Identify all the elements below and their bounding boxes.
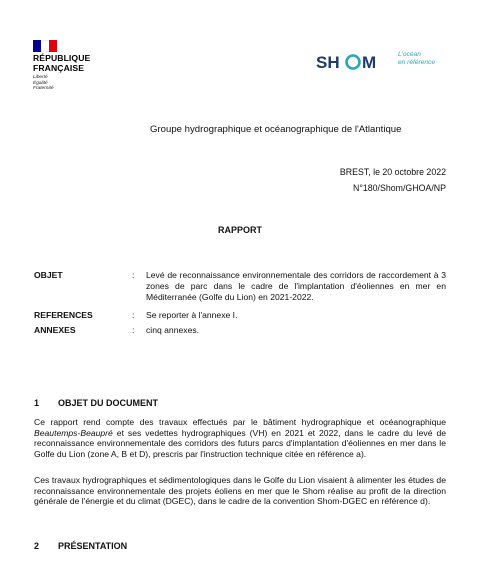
- meta-row-references: [34, 310, 446, 321]
- motto: Liberté Égalité Fraternité: [33, 75, 54, 92]
- meta-value: Levé de reconnaissance environnementale des corridors de raccordement à 3 zones de parc dans le cadre de l'implantation d'éoliennes en mer en Méditerranée (Golfe du Lion) en 2021-2022.: [146, 270, 446, 302]
- meta-colon: :: [132, 270, 135, 280]
- svg-text:SH: SH: [316, 53, 340, 72]
- shom-logo-icon: [316, 48, 466, 78]
- paragraph-2: Ces travaux hydrographiques et sédimentologiques dans le Golfe du Lion visaient à alimenter les études de reconnaissance environnementale des projets éoliens en mer que le Shom réalise au profit de la direction générale de l'énergie et du climat (DGEC), dans le cadre de la convention Shom-DGEC en référence d).: [34, 475, 446, 507]
- paragraph-1: Ce rapport rend compte des travaux effectués par le bâtiment hydrographique et océanographique Beautemps-Beaupré et ses vedettes hydrographiques (VH) en 2021 et 2022, dans le cadre du levé de reconnaissance environnementale des corridors des futurs parcs d'implantation d'éoliennes en mer dans le Golfe du Lion (zone A, B et D), prescris par l'instruction technique citée en référence a).: [34, 417, 446, 459]
- section-heading-1: 1 OBJET DU DOCUMENT: [34, 398, 159, 408]
- meta-row-objet: [34, 270, 446, 303]
- shom-tagline: L'océan en référence: [398, 51, 436, 66]
- meta-row-annexes: [34, 325, 446, 336]
- ship-name: Beautemps-Beaupré: [34, 427, 113, 438]
- republique-francaise-logo: [33, 40, 123, 92]
- date-line: BREST, le 20 octobre 2022: [339, 167, 446, 177]
- svg-text:M: M: [362, 53, 377, 72]
- republique-line-2: FRANÇAISE: [33, 62, 85, 73]
- department-name: Groupe hydrographique et océanographique de l'Atlantique: [150, 124, 402, 135]
- meta-key: ANNEXES: [34, 325, 76, 335]
- meta-value: Se reporter à l'annexe I.: [146, 310, 238, 320]
- reference-number: N°180/Shom/GHOA/NP: [353, 183, 446, 193]
- meta-colon: :: [132, 325, 135, 335]
- french-flag-icon: [33, 40, 57, 52]
- meta-key: OBJET: [34, 270, 63, 280]
- meta-value: cinq annexes.: [146, 325, 200, 335]
- republique-line-1: RÉPUBLIQUE: [33, 53, 91, 63]
- section-heading-2: 2 PRÉSENTATION: [34, 541, 128, 551]
- document-title: RAPPORT: [217, 225, 262, 235]
- meta-colon: :: [132, 310, 135, 320]
- meta-key: REFERENCES: [34, 310, 93, 320]
